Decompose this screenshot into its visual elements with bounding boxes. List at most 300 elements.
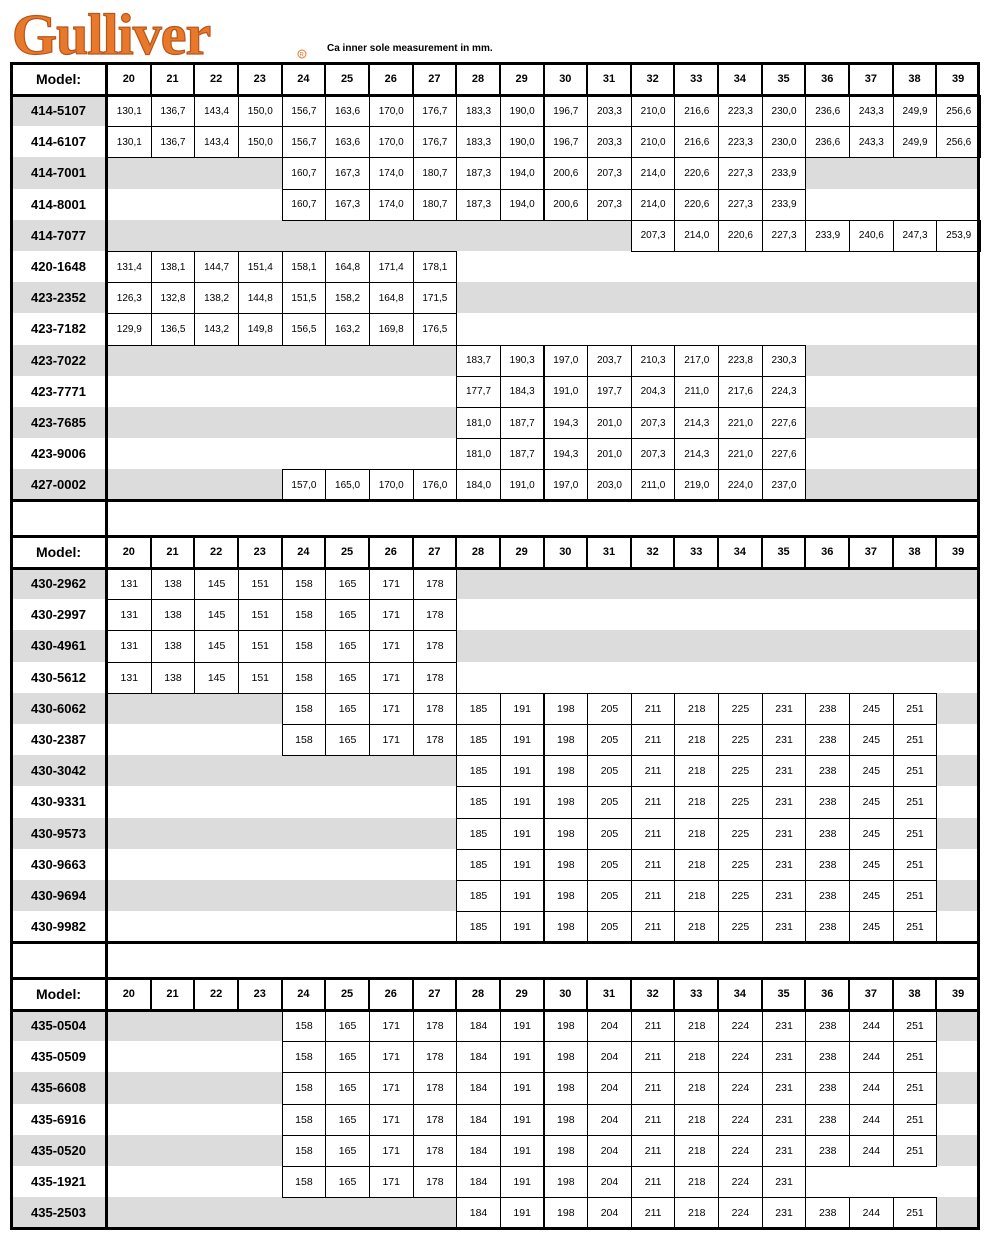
measurement-cell: 130,1	[107, 126, 152, 158]
measurement-cell: 211	[631, 849, 676, 881]
measurement-cell: 180,7	[413, 157, 458, 189]
measurement-cell: 236,6	[805, 95, 850, 127]
measurement-cell: 238	[805, 724, 850, 756]
measurement-cell: 184	[456, 1104, 501, 1136]
measurement-cell: 178	[413, 724, 458, 756]
measurement-cell: 191	[500, 880, 545, 912]
measurement-cell: 225	[718, 849, 763, 881]
model-number: 414-8001	[31, 196, 86, 212]
measurement-cell: 138	[151, 662, 196, 694]
measurement-cell: 211	[631, 786, 676, 818]
measurement-cell: 191,0	[544, 376, 589, 408]
measurement-cell: 231	[762, 1197, 807, 1229]
measurement-cell: 164,8	[369, 282, 414, 314]
measurement-cell: 224	[718, 1010, 763, 1042]
measurement-cell: 251	[893, 1135, 938, 1167]
size-header: 33	[690, 987, 703, 1000]
measurement-cell: 245	[849, 693, 894, 725]
measurement-cell: 145	[194, 568, 239, 600]
header-col-sep	[237, 535, 239, 568]
header-col-sep	[324, 62, 326, 95]
measurement-cell: 251	[893, 693, 938, 725]
measurement-cell: 230,3	[762, 345, 807, 377]
size-header: 39	[952, 987, 965, 1000]
measurement-cell: 178	[413, 662, 458, 694]
measurement-cell: 138	[151, 599, 196, 631]
measurement-cell: 187,7	[500, 407, 545, 439]
measurement-cell: 184	[456, 1041, 501, 1073]
measurement-cell: 197,7	[587, 376, 632, 408]
measurement-cell: 207,3	[587, 189, 632, 221]
measurement-cell: 178	[413, 1072, 458, 1104]
measurement-cell: 191	[500, 724, 545, 756]
measurement-cell: 227,3	[762, 220, 807, 252]
model-number: 430-2962	[31, 576, 86, 592]
measurement-cell: 171	[369, 630, 414, 662]
measurement-cell: 131	[107, 568, 152, 600]
size-header: 28	[471, 72, 485, 85]
header-col-sep	[193, 62, 195, 95]
measurement-cell: 165	[325, 630, 370, 662]
measurement-cell: 151,5	[282, 282, 327, 314]
measurement-cell: 167,3	[325, 189, 370, 221]
measurement-cell: 243,3	[849, 126, 894, 158]
measurement-cell: 136,7	[151, 126, 196, 158]
measurement-cell: 185	[456, 911, 501, 943]
measurement-cell: 218	[674, 1072, 719, 1104]
header-col-sep	[543, 62, 545, 95]
measurement-cell: 204,3	[631, 376, 676, 408]
measurement-cell: 183,3	[456, 126, 501, 158]
measurement-cell: 198	[544, 755, 589, 787]
model-number: 414-5107	[31, 103, 86, 119]
measurement-cell: 197,0	[544, 469, 589, 501]
size-header: 37	[864, 72, 877, 85]
measurement-cell: 205	[587, 786, 632, 818]
measurement-cell: 225	[718, 880, 763, 912]
measurement-cell: 191	[500, 911, 545, 943]
measurement-cell: 223,8	[718, 345, 763, 377]
measurement-cell: 191	[500, 1072, 545, 1104]
model-number: 435-0509	[31, 1049, 86, 1065]
measurement-cell: 184	[456, 1197, 501, 1229]
measurement-cell: 151	[238, 662, 283, 694]
header-col-sep	[892, 977, 894, 1010]
measurement-cell: 231	[762, 911, 807, 943]
measurement-cell: 197,0	[544, 345, 589, 377]
measurement-cell: 190,0	[500, 126, 545, 158]
measurement-cell: 231	[762, 755, 807, 787]
header-col-sep	[281, 62, 283, 95]
measurement-cell: 238	[805, 1072, 850, 1104]
size-header: 22	[209, 987, 223, 1000]
measurement-cell: 131	[107, 630, 152, 662]
size-header: 31	[602, 72, 616, 85]
measurement-cell: 184,0	[456, 469, 501, 501]
size-header: 29	[515, 987, 528, 1000]
measurement-cell: 163,6	[325, 95, 370, 127]
measurement-cell: 244	[849, 1197, 894, 1229]
model-number: 430-5612	[31, 669, 86, 685]
measurement-cell: 170,0	[369, 469, 414, 501]
measurement-cell: 211,0	[631, 469, 676, 501]
measurement-cell: 158	[282, 1104, 327, 1136]
measurement-cell: 227,3	[718, 189, 763, 221]
measurement-cell: 233,9	[805, 220, 850, 252]
measurement-cell: 203,3	[587, 126, 632, 158]
header-col-sep	[935, 977, 937, 1010]
measurement-cell: 211	[631, 880, 676, 912]
measurement-cell: 211	[631, 755, 676, 787]
size-header: 38	[908, 987, 921, 1000]
gulliver-logo	[10, 4, 310, 60]
model-number: 427-0002	[31, 477, 86, 493]
measurement-cell: 216,6	[674, 95, 719, 127]
measurement-cell: 185	[456, 880, 501, 912]
measurement-cell: 249,9	[893, 95, 938, 127]
model-number: 430-4961	[31, 638, 86, 654]
model-number: 430-6062	[31, 700, 86, 716]
measurement-cell: 158	[282, 630, 327, 662]
header-col-sep	[673, 535, 675, 568]
measurement-cell: 156,7	[282, 126, 327, 158]
measurement-cell: 218	[674, 1010, 719, 1042]
size-header: 23	[253, 72, 266, 85]
measurement-cell: 156,5	[282, 313, 327, 345]
measurement-cell: 158,2	[325, 282, 370, 314]
measurement-cell: 224	[718, 1197, 763, 1229]
measurement-cell: 194,3	[544, 407, 589, 439]
header-col-sep	[543, 977, 545, 1010]
measurement-cell: 210,3	[631, 345, 676, 377]
measurement-cell: 231	[762, 880, 807, 912]
size-header: 35	[777, 987, 790, 1000]
measurement-cell: 249,9	[893, 126, 938, 158]
measurement-cell: 191	[500, 1010, 545, 1042]
measurement-cell: 198	[544, 1135, 589, 1167]
size-header: 21	[166, 987, 179, 1000]
measurement-cell: 181,0	[456, 438, 501, 470]
measurement-cell: 238	[805, 1104, 850, 1136]
measurement-cell: 174,0	[369, 189, 414, 221]
measurement-cell: 171,4	[369, 251, 414, 283]
measurement-cell: 238	[805, 1197, 850, 1229]
measurement-cell: 251	[893, 1072, 938, 1104]
measurement-cell: 225	[718, 911, 763, 943]
model-number: 430-9982	[31, 919, 86, 935]
size-header: 20	[122, 987, 135, 1000]
model-number: 435-6916	[31, 1111, 86, 1127]
measurement-cell: 158	[282, 1166, 327, 1198]
measurement-cell: 171	[369, 1072, 414, 1104]
measurement-cell: 171	[369, 662, 414, 694]
size-header: 26	[384, 72, 397, 85]
header-col-sep	[673, 62, 675, 95]
measurement-cell: 171	[369, 568, 414, 600]
measurement-cell: 194,0	[500, 157, 545, 189]
measurement-cell: 243,3	[849, 95, 894, 127]
measurement-cell: 201,0	[587, 407, 632, 439]
measurement-cell: 170,0	[369, 126, 414, 158]
header-col-sep	[848, 977, 850, 1010]
measurement-cell: 231	[762, 1041, 807, 1073]
measurement-cell: 144,8	[238, 282, 283, 314]
model-divider	[105, 977, 108, 1228]
measurement-cell: 244	[849, 1010, 894, 1042]
table-border-bottom	[10, 499, 980, 502]
measurement-cell: 238	[805, 849, 850, 881]
measurement-cell: 245	[849, 911, 894, 943]
measurement-cell: 205	[587, 693, 632, 725]
table-border-bottom	[10, 1227, 980, 1230]
measurement-cell: 165,0	[325, 469, 370, 501]
model-number: 430-9573	[31, 825, 86, 841]
header-col-sep	[368, 535, 370, 568]
table-border-left	[10, 977, 13, 1228]
measurement-cell: 165	[325, 693, 370, 725]
measurement-cell: 201,0	[587, 438, 632, 470]
measurement-cell: 160,7	[282, 189, 327, 221]
measurement-cell: 211	[631, 1072, 676, 1104]
measurement-cell: 218	[674, 818, 719, 850]
measurement-cell: 244	[849, 1072, 894, 1104]
measurement-cell: 211	[631, 1104, 676, 1136]
measurement-cell: 210,0	[631, 95, 676, 127]
model-number: 430-9331	[31, 794, 86, 810]
size-header: 27	[428, 72, 441, 85]
measurement-cell: 251	[893, 911, 938, 943]
spacer-divider	[105, 501, 108, 535]
measurement-cell: 171	[369, 724, 414, 756]
measurement-cell: 198	[544, 1072, 589, 1104]
measurement-cell: 218	[674, 693, 719, 725]
measurement-cell: 200,6	[544, 157, 589, 189]
measurement-cell: 238	[805, 1135, 850, 1167]
header-col-sep	[586, 62, 588, 95]
model-divider	[105, 535, 108, 942]
measurement-cell: 138,2	[194, 282, 239, 314]
measurement-cell: 251	[893, 1010, 938, 1042]
measurement-cell: 200,6	[544, 189, 589, 221]
header-col-sep	[499, 62, 501, 95]
measurement-cell: 145	[194, 630, 239, 662]
measurement-cell: 191	[500, 693, 545, 725]
measurement-cell: 165	[325, 662, 370, 694]
measurement-cell: 220,6	[674, 157, 719, 189]
header-col-sep	[804, 977, 806, 1010]
model-number: 430-9663	[31, 856, 86, 872]
measurement-cell: 126,3	[107, 282, 152, 314]
size-header: 35	[777, 545, 790, 558]
measurement-cell: 184	[456, 1010, 501, 1042]
measurement-cell: 245	[849, 786, 894, 818]
size-header: 37	[864, 545, 877, 558]
measurement-cell: 230,0	[762, 95, 807, 127]
measurement-cell: 224	[718, 1104, 763, 1136]
measurement-cell: 151,4	[238, 251, 283, 283]
measurement-cell: 237,0	[762, 469, 807, 501]
model-number: 435-1921	[31, 1174, 86, 1190]
header-col-sep	[761, 977, 763, 1010]
size-header: 39	[952, 545, 965, 558]
header-col-sep	[630, 62, 632, 95]
size-header: 29	[515, 545, 528, 558]
measurement-cell: 185	[456, 755, 501, 787]
measurement-cell: 238	[805, 693, 850, 725]
measurement-cell: 231	[762, 1104, 807, 1136]
measurement-cell: 214,0	[674, 220, 719, 252]
measurement-cell: 191	[500, 818, 545, 850]
header-col-sep	[324, 535, 326, 568]
measurement-cell: 205	[587, 911, 632, 943]
header-col-sep	[673, 977, 675, 1010]
measurement-cell: 227,6	[762, 438, 807, 470]
header-col-sep	[630, 535, 632, 568]
size-header: 20	[122, 545, 135, 558]
measurement-cell: 181,0	[456, 407, 501, 439]
header-col-sep	[281, 977, 283, 1010]
measurement-cell: 225	[718, 818, 763, 850]
measurement-cell: 224	[718, 1041, 763, 1073]
measurement-cell: 238	[805, 1010, 850, 1042]
measurement-cell: 211	[631, 1041, 676, 1073]
measurement-cell: 205	[587, 818, 632, 850]
measurement-cell: 251	[893, 755, 938, 787]
model-number: 414-7077	[31, 227, 86, 243]
measurement-cell: 211	[631, 1197, 676, 1229]
measurement-cell: 165	[325, 568, 370, 600]
measurement-cell: 158	[282, 662, 327, 694]
measurement-cell: 184	[456, 1166, 501, 1198]
measurement-cell: 176,7	[413, 126, 458, 158]
measurement-cell: 171	[369, 693, 414, 725]
measurement-cell: 231	[762, 786, 807, 818]
measurement-cell: 164,8	[325, 251, 370, 283]
measurement-cell: 138,1	[151, 251, 196, 283]
measurement-cell: 225	[718, 693, 763, 725]
measurement-cell: 219,0	[674, 469, 719, 501]
header-col-sep	[630, 977, 632, 1010]
measurement-cell: 167,3	[325, 157, 370, 189]
table-border-right	[977, 62, 980, 501]
model-number: 423-7771	[31, 383, 86, 399]
model-number: 430-3042	[31, 763, 86, 779]
measurement-cell: 214,0	[631, 157, 676, 189]
measurement-cell: 238	[805, 911, 850, 943]
header-col-sep	[935, 62, 937, 95]
size-header: 24	[297, 72, 310, 85]
measurement-cell: 198	[544, 724, 589, 756]
size-header: 34	[733, 987, 747, 1000]
measurement-cell: 204	[587, 1072, 632, 1104]
measurement-cell: 178	[413, 1104, 458, 1136]
header-col-sep	[717, 62, 719, 95]
measurement-cell: 214,3	[674, 438, 719, 470]
measurement-cell: 143,4	[194, 126, 239, 158]
measurement-cell: 165	[325, 599, 370, 631]
header-col-sep	[761, 62, 763, 95]
measurement-cell: 177,7	[456, 376, 501, 408]
measurement-cell: 165	[325, 1072, 370, 1104]
measurement-cell: 224,3	[762, 376, 807, 408]
measurement-cell: 191	[500, 1041, 545, 1073]
measurement-cell: 178	[413, 1041, 458, 1073]
measurement-cell: 176,7	[413, 95, 458, 127]
model-number: 414-7001	[31, 165, 86, 181]
measurement-cell: 171	[369, 1041, 414, 1073]
size-header: 31	[602, 545, 616, 558]
measurement-cell: 191,0	[500, 469, 545, 501]
measurement-cell: 207,3	[631, 438, 676, 470]
measurement-cell: 165	[325, 1135, 370, 1167]
header-col-sep	[455, 62, 457, 95]
measurement-cell: 251	[893, 880, 938, 912]
size-header: 25	[340, 545, 354, 558]
measurement-cell: 227,6	[762, 407, 807, 439]
measurement-cell: 251	[893, 1197, 938, 1229]
measurement-cell: 198	[544, 818, 589, 850]
spacer-right	[977, 942, 980, 977]
header-col-sep	[368, 977, 370, 1010]
model-number: 423-7685	[31, 415, 86, 431]
size-header: 23	[253, 545, 266, 558]
measurement-cell: 151	[238, 630, 283, 662]
measurement-cell: 178	[413, 1135, 458, 1167]
model-number: 414-6107	[31, 134, 86, 150]
measurement-cell: 233,9	[762, 157, 807, 189]
measurement-cell: 207,3	[631, 407, 676, 439]
header-col-sep	[281, 535, 283, 568]
table-border-bottom	[10, 941, 980, 944]
measurement-cell: 245	[849, 880, 894, 912]
header-col-sep	[150, 62, 152, 95]
header-col-sep	[717, 977, 719, 1010]
size-header: 34	[733, 72, 747, 85]
header-col-sep	[455, 535, 457, 568]
measurement-cell: 191	[500, 1135, 545, 1167]
measurement-cell: 244	[849, 1135, 894, 1167]
header-divider	[10, 1009, 980, 1012]
measurement-cell: 251	[893, 1041, 938, 1073]
measurement-cell: 256,6	[936, 126, 981, 158]
measurement-cell: 218	[674, 1041, 719, 1073]
measurement-cell: 191	[500, 1104, 545, 1136]
measurement-cell: 224	[718, 1072, 763, 1104]
measurement-cell: 247,3	[893, 220, 938, 252]
measurement-cell: 204	[587, 1166, 632, 1198]
header-col-sep	[193, 535, 195, 568]
measurement-cell: 138	[151, 568, 196, 600]
header-col-sep	[935, 535, 937, 568]
measurement-cell: 218	[674, 755, 719, 787]
measurement-cell: 136,5	[151, 313, 196, 345]
measurement-cell: 163,2	[325, 313, 370, 345]
measurement-cell: 198	[544, 1041, 589, 1073]
measurement-cell: 138	[151, 630, 196, 662]
measurement-cell: 158	[282, 568, 327, 600]
measurement-cell: 225	[718, 724, 763, 756]
size-header: 24	[297, 987, 310, 1000]
measurement-cell: 185	[456, 724, 501, 756]
measurement-cell: 196,7	[544, 126, 589, 158]
measurement-cell: 174,0	[369, 157, 414, 189]
table-border-right	[977, 977, 980, 1228]
measurement-cell: 169,8	[369, 313, 414, 345]
measurement-cell: 225	[718, 786, 763, 818]
measurement-cell: 231	[762, 849, 807, 881]
measurement-cell: 156,7	[282, 95, 327, 127]
measurement-cell: 158	[282, 1072, 327, 1104]
